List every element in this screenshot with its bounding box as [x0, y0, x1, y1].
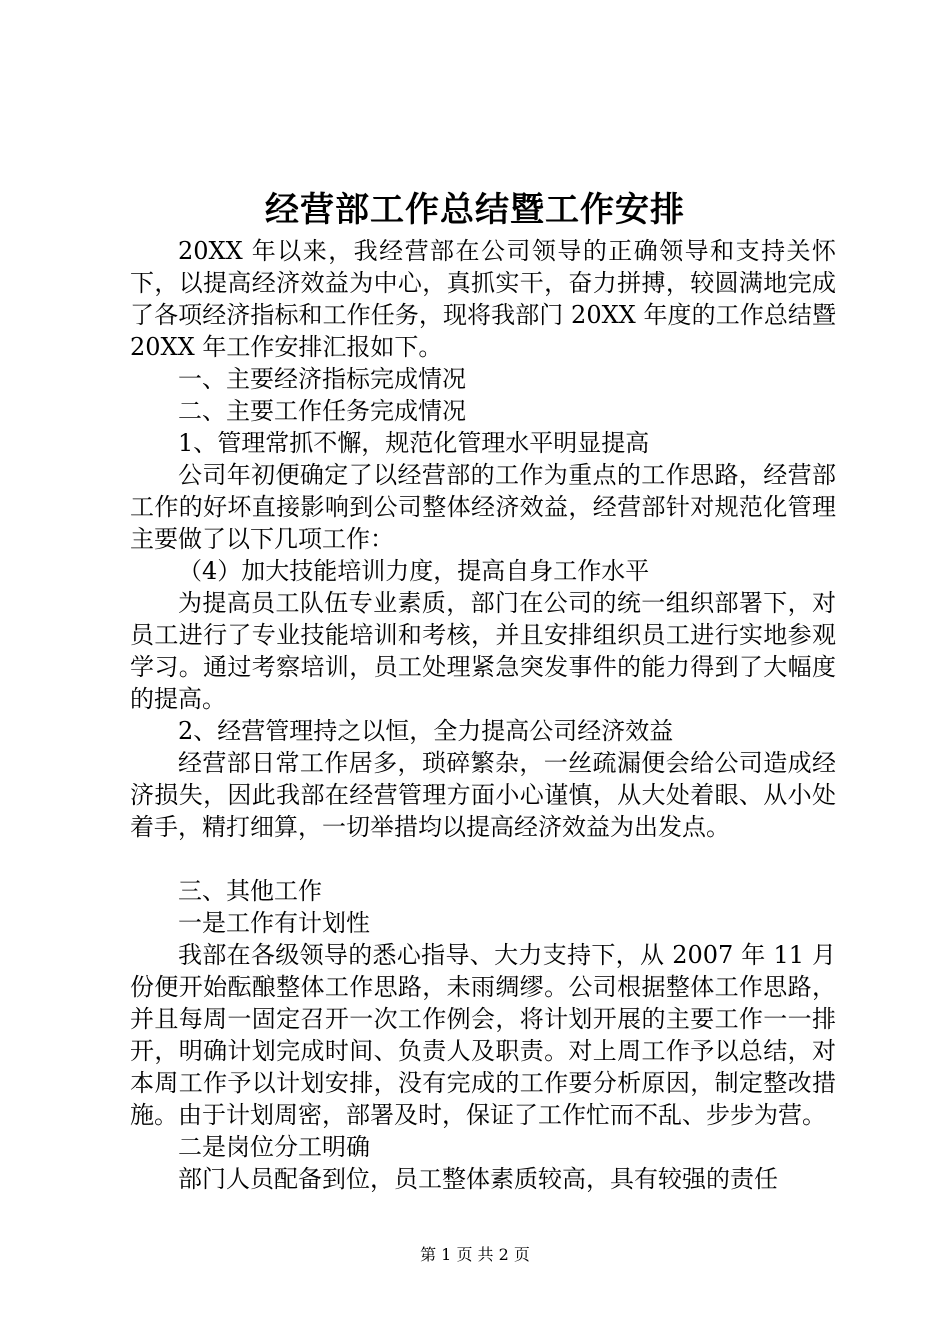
document-title: 经营部工作总结暨工作安排 [265, 190, 685, 230]
intro-paragraph: 20XX 年以来，我经营部在公司领导的正确领导和支持关怀下，以提高经济效益为中心，真抓实干，奋力拼搏，较圆满地完成了各项经济指标和工作任务，现将我部门 20XX 年度的工作总结暨 20XX 年工作安排汇报如下。 [130, 237, 836, 361]
body-paragraph: 为提高员工队伍专业素质，部门在公司的统一组织部署下，对员工进行了专业技能培训和考核，并且安排组织员工进行实地参观学习。通过考察培训，员工处理紧急突发事件的能力得到了大幅度的提高。 [130, 589, 836, 713]
subsection-heading-first: 一是工作有计划性 [178, 909, 370, 937]
body-paragraph: 我部在各级领导的悉心指导、大力支持下，从 2007 年 11 月份便开始酝酿整体工作思路，未雨绸缪。公司根据整体工作思路，并且每周一固定召开一次工作例会，将计划开展的主要工作一一排开，明确计划完成时间、负责人及职责。对上周工作予以总结，对本周工作予以计划安排，没有完成的工作要分析原因，制定整改措施。由于计划周密，部署及时，保证了工作忙而不乱、步步为营。 [130, 941, 836, 1129]
body-paragraph: 经营部日常工作居多，琐碎繁杂，一丝疏漏便会给公司造成经济损失，因此我部在经营管理方面小心谨慎，从大处着眼、从小处着手，精打细算，一切举措均以提高经济效益为出发点。 [130, 749, 836, 841]
document-body [130, 235, 836, 1195]
section-heading-3: 三、其他工作 [178, 877, 322, 905]
body-paragraph: 部门人员配备到位，员工整体素质较高，具有较强的责任 [178, 1165, 778, 1193]
section-heading-1: 一、主要经济指标完成情况 [178, 365, 466, 393]
subsection-heading-1: 1、管理常抓不懈，规范化管理水平明显提高 [178, 429, 650, 457]
subsection-heading-second: 二是岗位分工明确 [178, 1133, 370, 1161]
subsection-heading-2: 2、经营管理持之以恒，全力提高公司经济效益 [178, 717, 674, 745]
subsection-heading-4: （4）加大技能培训力度，提高自身工作水平 [178, 557, 650, 585]
body-paragraph: 公司年初便确定了以经营部的工作为重点的工作思路，经营部工作的好坏直接影响到公司整体经济效益，经营部针对规范化管理主要做了以下几项工作： [130, 461, 836, 553]
section-heading-2: 二、主要工作任务完成情况 [178, 397, 466, 425]
page-number-footer: 第 1 页 共 2 页 [420, 1245, 530, 1264]
